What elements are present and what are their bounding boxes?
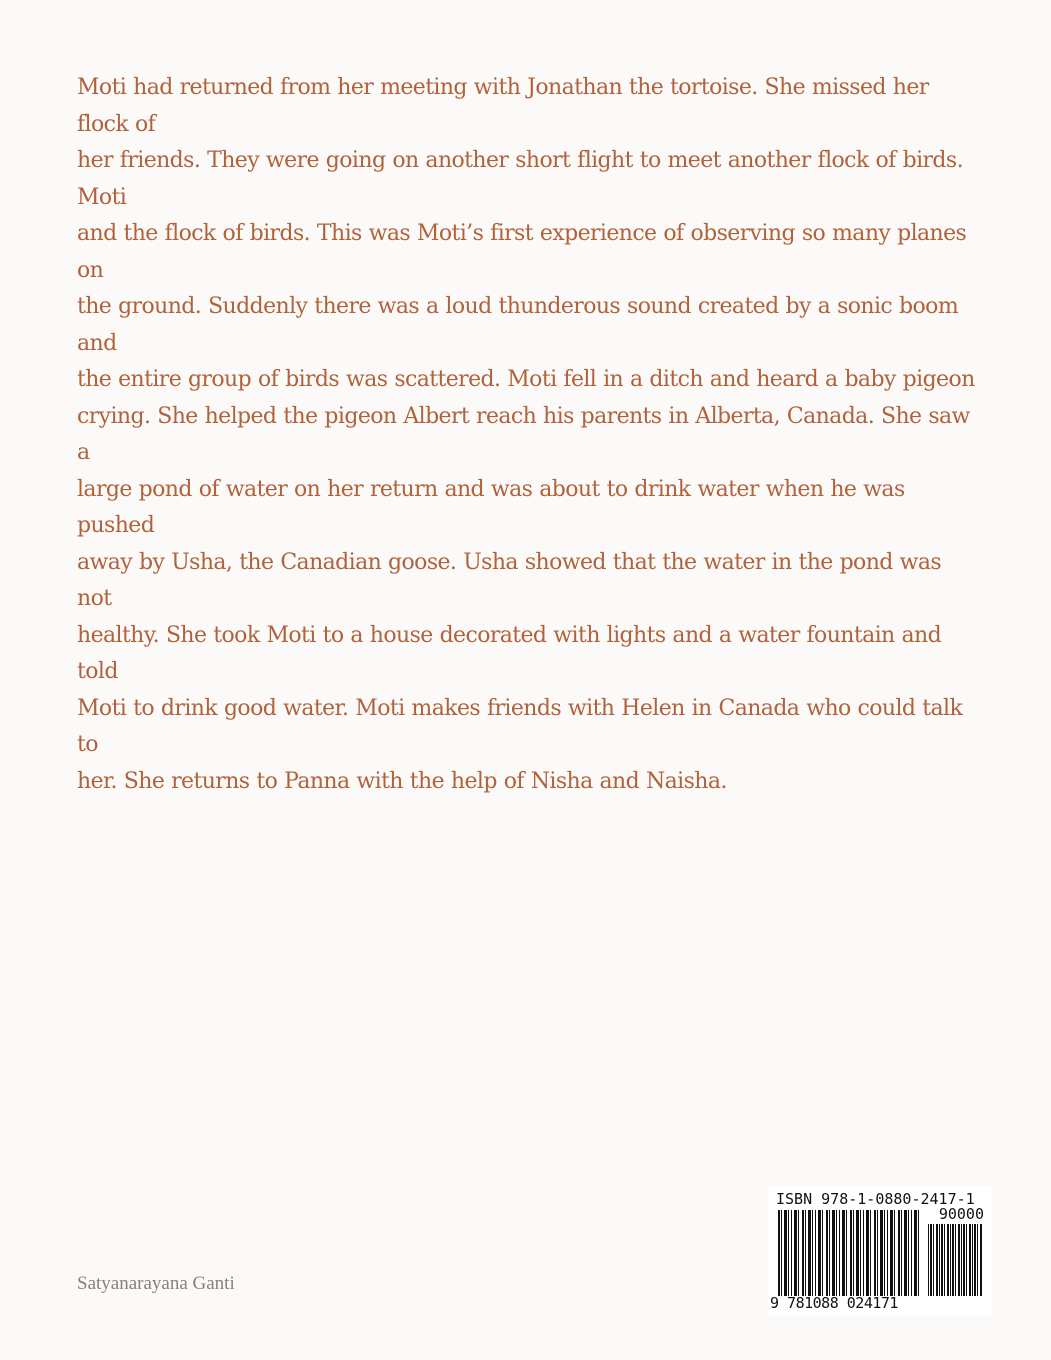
author-name: Satyanarayana Ganti xyxy=(77,1273,235,1294)
isbn-barcode xyxy=(768,1186,992,1316)
price-code: 90000 xyxy=(938,1205,984,1223)
back-cover-blurb: Moti had returned from her meeting with Jonathan the tortoise. She missed her flock of her friends. They were going on another short flight to meet another flock of birds. Moti and the flock of birds. This was Moti’s first experience of observing so many planes on the ground. Suddenly there was a loud thunderous sound created by a sonic boom and the entire group of birds was scattered. Moti fell in a ditch and heard a baby pigeon crying. She helped the pigeon Albert reach his parents in Alberta, Canada. She saw a large pond of water on her return and was about to drink water when he was pushed away by Usha, the Canadian goose. Usha showed that the water in the pond was not healthy. She took Moti to a house decorated with lights and a water fountain and told Moti to drink good water. Moti makes friends with Helen in Canada who could talk to her. She returns to Panna with the help of Nisha and Naisha. xyxy=(77,75,975,794)
isbn-label: ISBN 978-1-0880-2417-1 xyxy=(776,1190,975,1208)
ean-digits: 9 781088 024171 xyxy=(770,1294,898,1312)
barcode-addon-bars xyxy=(928,1224,982,1296)
barcode-bars xyxy=(778,1210,922,1296)
